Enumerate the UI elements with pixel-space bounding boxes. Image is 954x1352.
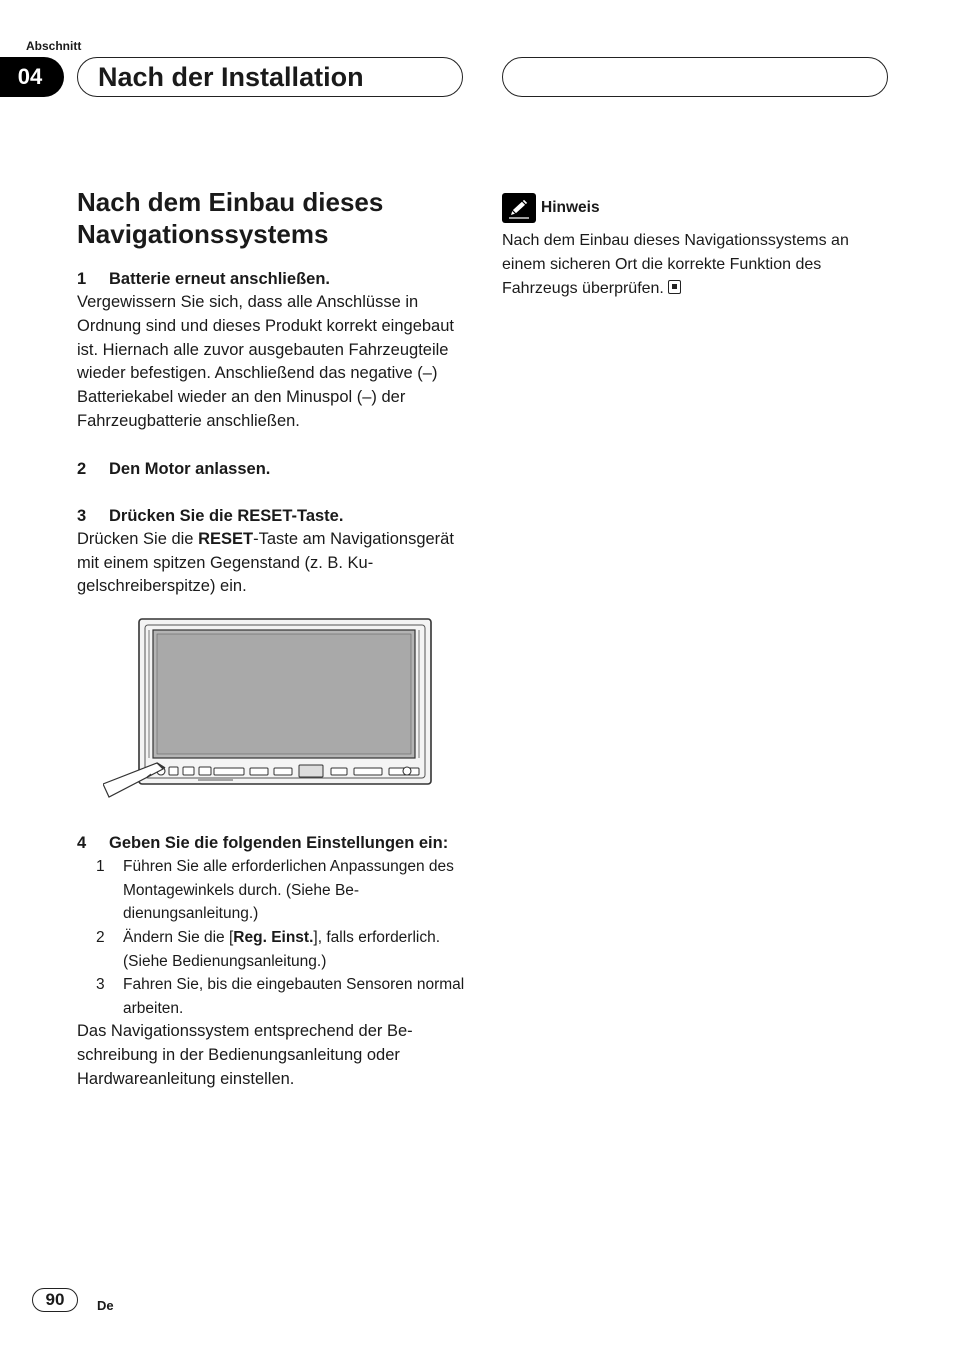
list-item <box>77 926 469 973</box>
step-4-sublist <box>77 855 469 1020</box>
note-title: Hinweis <box>541 199 600 216</box>
step-1 <box>77 268 469 434</box>
step-3-number: 3 <box>77 506 87 525</box>
section-title <box>77 57 463 97</box>
list-item-number: 2 <box>96 928 105 946</box>
list-item-number: 3 <box>96 976 105 994</box>
step-3-text-after: -Taste am Navigationsgerät mit einem spitzen Gegenstand (z. B. Kugelschreiberspitze) ein. <box>77 529 454 596</box>
step-2-title: Den Motor anlassen. <box>109 459 271 478</box>
note-header <box>502 193 894 223</box>
step-4 <box>77 832 469 1092</box>
step-2-heading <box>77 458 469 481</box>
note-box <box>502 193 894 301</box>
navigation-unit-drawing <box>103 614 433 814</box>
page-heading: Nach dem Einbau dieses Navigationssystems <box>77 187 384 249</box>
step-3-title: Drücken Sie die RESET-Taste. <box>109 506 344 525</box>
device-illustration <box>103 614 433 814</box>
step-1-title: Batterie erneut anschließen. <box>109 270 330 288</box>
reg-einst-label: Reg. Einst. <box>233 928 314 946</box>
list-item <box>77 855 469 926</box>
note-text-body: Nach dem Einbau dieses Navigationssystems an einem sicheren Ort die korrekte Funktion des Fahrzeugs überprüfen. <box>502 232 849 297</box>
list-item-text-before: Ändern Sie die [ <box>123 928 234 946</box>
list-item-text: Führen Sie alle erforderlichen Anpassungen des Montagewinkels durch. (Siehe Bedienungsanleitung.) <box>123 858 454 923</box>
section-label: Abschnitt <box>26 39 82 53</box>
step-4-number: 4 <box>77 834 87 853</box>
step-2-number: 2 <box>77 459 87 478</box>
pencil-icon <box>502 193 536 223</box>
list-item-text: Fahren Sie, bis die eingebauten Sensoren normal arbeiten. <box>123 976 465 1017</box>
end-mark-icon <box>668 280 681 294</box>
step-2 <box>77 458 469 481</box>
page-number: 90 <box>32 1288 78 1312</box>
list-item-number: 1 <box>96 858 105 876</box>
step-3-heading <box>77 505 469 528</box>
step-3 <box>77 505 469 599</box>
step-4-title: Geben Sie die folgenden Einstellungen ein: <box>109 834 449 853</box>
main-column <box>77 186 469 1092</box>
step-1-text: Vergewissern Sie sich, dass alle Anschlüsse in Ordnung sind und dieses Produkt korrekt eingebaut ist. Hiernach alle zuvor ausgebauten Fahrzeugteile wieder befestigen. Anschließend das negative (–) Batteriekabel wieder an den Minuspol (–) der Fahrzeugbatterie anschließen. <box>77 293 454 430</box>
note-text <box>502 229 894 301</box>
step-4-closing-text: Das Navigationssystem entsprechend der Beschreibung in der Bedienungsanleitung oder Hardwareanleitung einstellen. <box>77 1022 413 1088</box>
reset-label: RESET <box>198 529 254 548</box>
step-1-number: 1 <box>77 270 87 288</box>
section-title-text: Nach der Installation <box>98 61 364 92</box>
section-number-badge: 04 <box>0 57 64 97</box>
language-label: De <box>97 1298 114 1313</box>
step-3-text-before: Drücken Sie die <box>77 529 199 548</box>
list-item-text-after: ], falls erforderlich. (Siehe Bedienungsanleitung.) <box>123 928 441 970</box>
step-3-text <box>77 528 469 599</box>
pencil-icon-svg <box>506 196 532 220</box>
step-4-heading <box>77 832 469 855</box>
step-1-heading <box>77 268 469 291</box>
header-right-frame <box>502 57 888 97</box>
list-item <box>77 973 469 1020</box>
